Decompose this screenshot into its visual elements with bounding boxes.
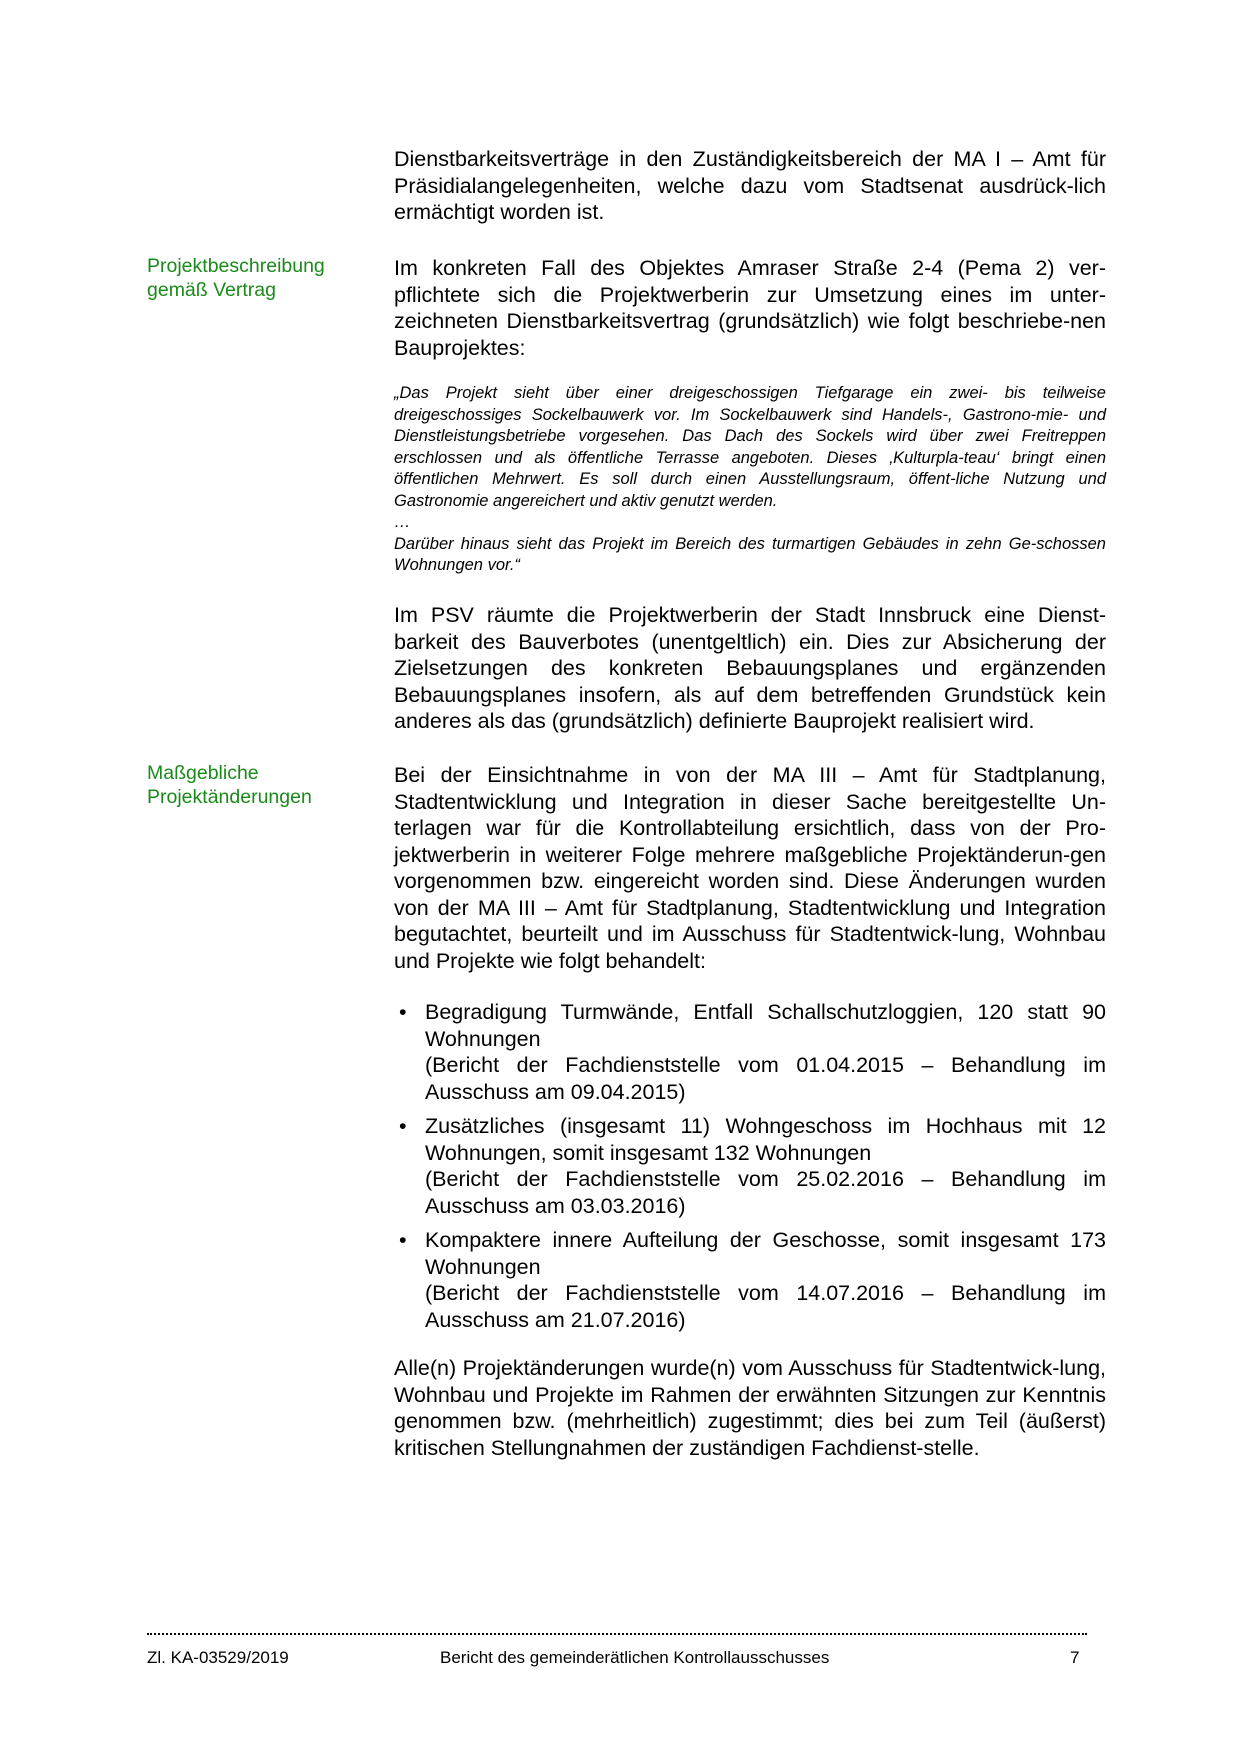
section-label-line: Projektbeschreibung [147, 255, 325, 277]
bullet-icon: • [399, 1228, 407, 1252]
footer-reference: Zl. KA-03529/2019 [147, 1648, 289, 1667]
section-label-line: Maßgebliche [147, 762, 259, 784]
quote-ellipsis: … [394, 513, 411, 531]
footer-title: Bericht des gemeinderätlichen Kontrollausschusses [440, 1648, 830, 1667]
section-label-line: gemäß Vertrag [147, 278, 276, 301]
closing-paragraph: Alle(n) Projektänderungen wurde(n) vom Ausschuss für Stadtentwick-lung, Wohnbau und Projekte im Rahmen der erwähnten Sitzungen zur Kenntnis genommen bzw. (mehrheitlich) zugestimmt; dies bei zum Teil (äußerst) kritischen Stellungnahmen der zuständigen Fachdienst-stelle. [394, 1356, 1106, 1460]
list-item-detail: (Bericht der Fachdienststelle vom 01.04.2015 – Behandlung im Ausschuss am 09.04.2015) [425, 1053, 1106, 1104]
list-item-main: Kompaktere innere Aufteilung der Geschosse, somit insgesamt 173 Wohnungen [425, 1228, 1106, 1279]
list-item [394, 1113, 1106, 1219]
list-item-main: Zusätzliches (insgesamt 11) Wohngeschoss im Hochhaus mit 12 Wohnungen, somit insgesamt 132 Wohnungen [425, 1114, 1106, 1165]
contract-quote [394, 383, 1106, 577]
bullet-icon: • [399, 1114, 407, 1138]
quote-text: „Das Projekt sieht über einer dreigeschossigen Tiefgarage ein zwei- bis teilweise dreigeschossiges Sockelbauwerk vor. Im Sockelbauwerk sind Handels-, Gastrono-mie- und Dienstleistungsbetriebe vorgesehen. Das Dach des Sockels wird über zwei Freitreppen erschlossen und als öffentliche Terrasse angeboten. Dieses ‚Kulturpla-teau‘ bringt einen öffentlichen Mehrwert. Es soll durch einen Ausstellungsraum, öffent-liche Nutzung und Gastronomie angereichert und aktiv genutzt werden. [394, 384, 1106, 510]
list-item-main: Begradigung Turmwände, Entfall Schallschutzloggien, 120 statt 90 Wohnungen [425, 1000, 1106, 1051]
list-item [394, 1227, 1106, 1333]
list-item [394, 999, 1106, 1105]
section-label-projektbeschreibung [147, 255, 367, 302]
quote-text: Darüber hinaus sieht das Projekt im Bereich des turmartigen Gebäudes in zehn Ge-schossen Wohnungen vor.“ [394, 534, 1106, 574]
footer-divider [147, 1633, 1087, 1635]
section-label-projektaenderungen [147, 762, 367, 809]
section-label-line: Projektänderungen [147, 785, 312, 808]
bullet-icon: • [399, 1000, 407, 1024]
psv-paragraph: Im PSV räumte die Projektwerberin der Stadt Innsbruck eine Dienst-barkeit des Bauverbotes (unentgeltlich) ein. Dies zur Absicherung der Zielsetzungen des konkreten Bebauungsplanes und ergänzenden Bebauungsplanes insofern, als auf dem betreffenden Grundstück kein anderes als das (grundsätzlich) definierte Bauprojekt realisiert wird. [394, 603, 1106, 733]
project-changes-paragraph: Bei der Einsichtnahme in von der MA III – Amt für Stadtplanung, Stadtentwicklung und Integration in dieser Sache bereitgestellte Un-terlagen war für die Kontrollabteilung ersichtlich, dass von der Pro-jektwerberin in weiterer Folge mehrere maßgebliche Projektänderun-gen vorgenommen bzw. eingereicht worden sind. Diese Änderungen wurden von der MA III – Amt für Stadtplanung, Stadtentwicklung und Integration begutachtet, beurteilt und im Ausschuss für Stadtentwick-lung, Wohnbau und Projekte wie folgt behandelt: [394, 763, 1106, 973]
page-number: 7 [1070, 1648, 1080, 1667]
project-changes-list [394, 999, 1106, 1341]
project-description-paragraph: Im konkreten Fall des Objektes Amraser Straße 2-4 (Pema 2) ver-pflichtete sich die Projektwerberin zur Umsetzung eines im unter-zeichneten Dienstbarkeitsvertrag (grundsätzlich) wie folgt beschriebe-nen Bauprojektes: [394, 256, 1106, 360]
list-item-detail: (Bericht der Fachdienststelle vom 14.07.2016 – Behandlung im Ausschuss am 21.07.2016) [425, 1281, 1106, 1332]
intro-paragraph: Dienstbarkeitsverträge in den Zuständigkeitsbereich der MA I – Amt für Präsidialangelegenheiten, welche dazu vom Stadtsenat ausdrück-lich ermächtigt worden ist. [394, 147, 1106, 224]
list-item-detail: (Bericht der Fachdienststelle vom 25.02.2016 – Behandlung im Ausschuss am 03.03.2016) [425, 1167, 1106, 1218]
